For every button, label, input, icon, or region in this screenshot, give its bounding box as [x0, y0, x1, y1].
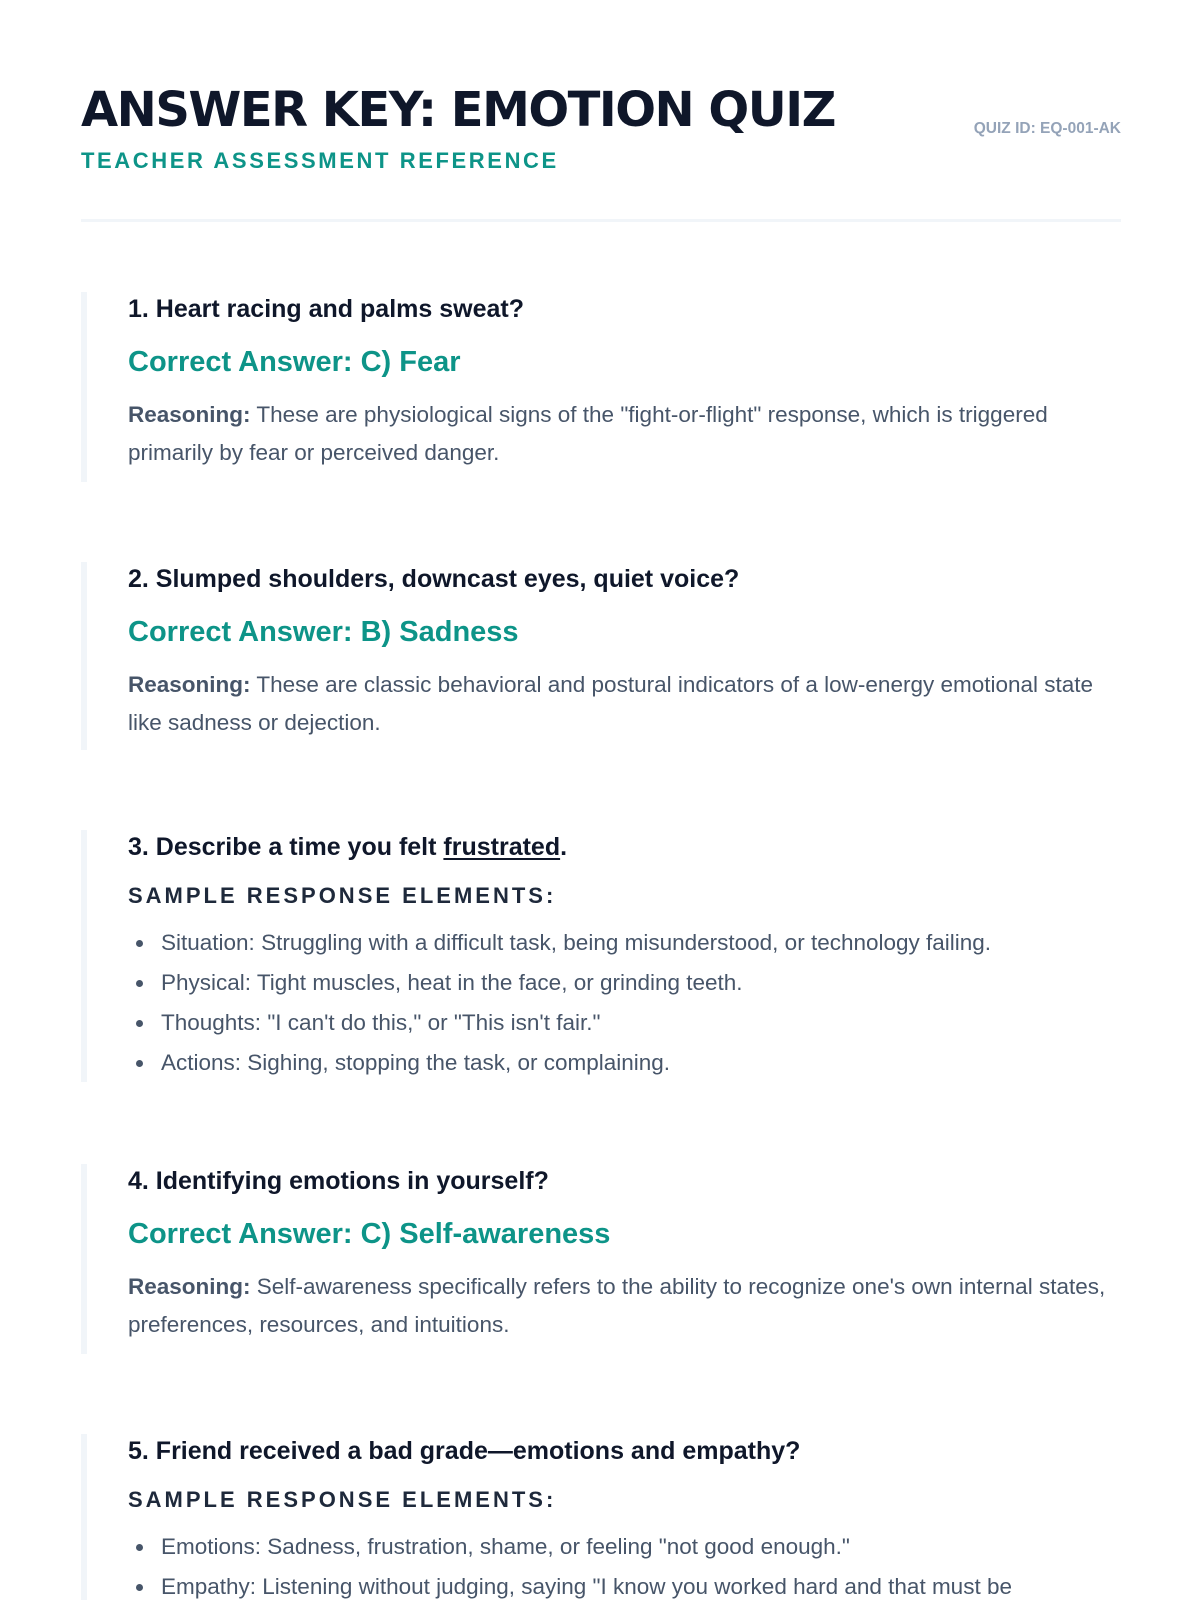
reasoning-text [128, 1268, 1121, 1344]
list-item: Empathy: Listening without judging, saying "I know you worked hard and that must be [128, 1567, 1121, 1607]
reasoning-label: Reasoning: [128, 1274, 251, 1299]
question-card-4 [81, 1164, 1121, 1354]
sample-response-list [128, 1527, 1121, 1607]
correct-answer: Correct Answer: C) Fear [128, 346, 461, 378]
bullet-icon [136, 1060, 143, 1067]
page-subtitle: TEACHER ASSESSMENT REFERENCE [81, 148, 559, 173]
question-title: 2. Slumped shoulders, downcast eyes, quiet voice? [128, 565, 740, 593]
bullet-icon [136, 1020, 143, 1027]
list-item: Thoughts: "I can't do this," or "This isn't fair." [128, 1003, 1121, 1043]
bullet-icon [136, 940, 143, 947]
reasoning-label: Reasoning: [128, 672, 251, 697]
correct-answer: Correct Answer: C) Self-awareness [128, 1218, 611, 1250]
list-item: Situation: Struggling with a difficult task, being misunderstood, or technology failing. [128, 923, 1121, 963]
sample-response-list [128, 923, 1121, 1083]
reasoning-body: These are physiological signs of the "fight-or-flight" response, which is triggered primarily by fear or perceived danger. [128, 402, 1048, 465]
reasoning-text [128, 396, 1121, 472]
bullet-icon [136, 980, 143, 987]
answer-key-page [81, 0, 1121, 1599]
question-title-suffix: . [560, 833, 568, 861]
reasoning-body: These are classic behavioral and postural indicators of a low-energy emotional state like sadness or dejection. [128, 672, 1094, 735]
reasoning-text [128, 666, 1121, 742]
page-title: ANSWER KEY: EMOTION QUIZ [81, 82, 835, 138]
page-header [81, 0, 1121, 222]
question-card-3 [81, 830, 1121, 1082]
question-title: 4. Identifying emotions in yourself? [128, 1167, 549, 1195]
bullet-icon [136, 1544, 143, 1551]
question-title-emphasis: frustrated [443, 833, 561, 861]
sample-response-label: SAMPLE RESPONSE ELEMENTS: [128, 883, 557, 908]
question-title: 5. Friend received a bad grade—emotions and empathy? [128, 1437, 801, 1465]
question-card-2 [81, 562, 1121, 750]
quiz-id-label: QUIZ ID: EQ-001-AK [973, 120, 1121, 137]
question-title: 1. Heart racing and palms sweat? [128, 295, 524, 323]
bullet-icon [136, 1584, 143, 1591]
question-title [128, 832, 1121, 862]
sample-response-label: SAMPLE RESPONSE ELEMENTS: [128, 1487, 557, 1512]
list-item: Emotions: Sadness, frustration, shame, or feeling "not good enough." [128, 1527, 1121, 1567]
list-item: Physical: Tight muscles, heat in the face, or grinding teeth. [128, 963, 1121, 1003]
question-card-5 [81, 1434, 1121, 1600]
correct-answer: Correct Answer: B) Sadness [128, 616, 519, 648]
question-title-prefix: 3. Describe a time you felt [128, 833, 444, 861]
reasoning-label: Reasoning: [128, 402, 251, 427]
reasoning-body: Self-awareness specifically refers to the ability to recognize one's own internal states, preferences, resources, and intuitions. [128, 1274, 1106, 1337]
question-card-1 [81, 292, 1121, 482]
list-item: Actions: Sighing, stopping the task, or complaining. [128, 1043, 1121, 1083]
